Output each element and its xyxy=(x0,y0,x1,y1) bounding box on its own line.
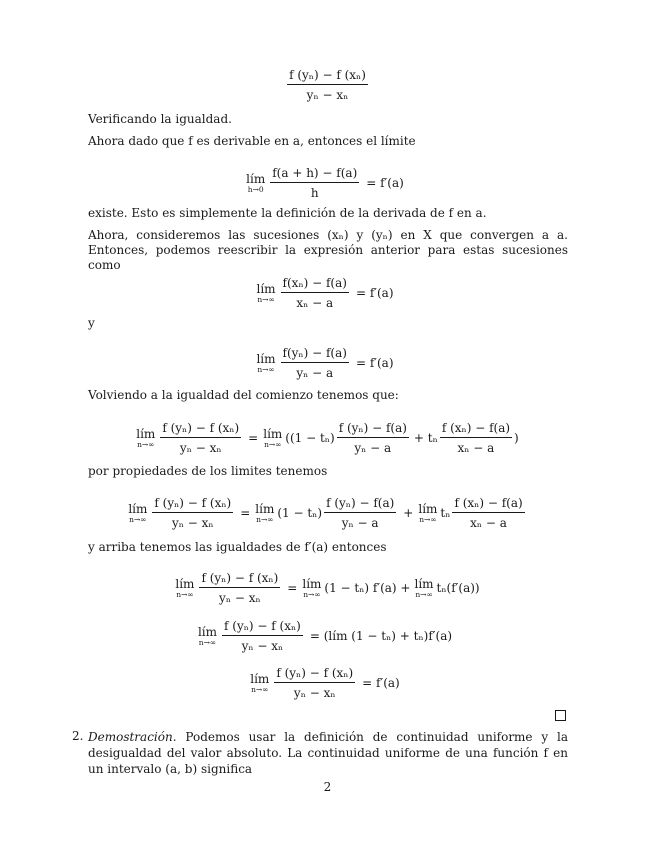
equation-derivative-definition: lím h→0 $\frac{f(a + h) - f(a)}{h}$ = f′(a) xyxy=(246,166,404,200)
paragraph-verificando: Verificando la igualdad. xyxy=(88,112,232,126)
equation-limit-y: lím n→∞ $\frac{\text{f(yₙ) − f(a)}}{\text{yₙ − a}}$ = f′(a) xyxy=(256,346,394,380)
equation-result: lím n→∞ $\frac{\text{f (yₙ) − f (xₙ)}}{\text{yₙ − xₙ}}$ = f′(a) xyxy=(250,666,400,700)
equation-limit-split: lím n→∞ $\frac{\text{f (yₙ) − f (xₙ)}}{\text{yₙ − xₙ}}$ = lím n→∞ (1 − tₙ) $\frac{\text{f (yₙ) − f(a)}}{\text{yₙ − a}}$ + lím n→∞ tₙ $\frac{\text{f (xₙ) − f(a)}}{\text{xₙ − a}}$ xyxy=(128,496,523,530)
equation-limit-x: lím n→∞ $\frac{\text{f(xₙ) − f(a)}}{\text{xₙ − a}}$ = f′(a) xyxy=(256,276,394,310)
fraction xyxy=(287,68,368,102)
item-label: Demostración. xyxy=(88,730,177,744)
equation-combined-limit: lím n→∞ $\frac{\text{f (yₙ) − f (xₙ)}}{\text{yₙ − xₙ}}$ = lím n→∞ ((1 − tₙ) $\frac{\text{f (yₙ) − f(a)}}{\text{yₙ − a}}$ + tₙ $\frac{\text{f (xₙ) − f(a)}}{\text{xₙ − a}}$ ) xyxy=(136,421,519,455)
paragraph-existe: existe. Esto es simplemente la definición de la derivada de f en a. xyxy=(88,206,487,220)
paragraph-propiedades: por propiedades de los limites tenemos xyxy=(88,464,328,478)
limit-operator: lím n→∞ xyxy=(256,351,276,374)
qed-square-icon xyxy=(555,710,566,721)
paragraph-y: y xyxy=(88,316,95,330)
item-body: Podemos usar la definición de continuidad uniforme y la desigualdad del valor absoluto. La continuidad uniforme de una función f en un intervalo (a, b) significa xyxy=(88,730,568,776)
paragraph-arriba: y arriba tenemos las igualdades de f′(a) entonces xyxy=(88,540,387,554)
paragraph-sucesiones: Ahora, consideremos las sucesiones (xₙ) y (yₙ) en X que convergen a a. Entonces, podemos reescribir la expresión anterior para estas sucesiones como xyxy=(88,228,568,272)
fraction: $\frac{\text{f(yₙ) − f(a)}}{\text{yₙ − a}}$ xyxy=(282,346,347,380)
fraction: $\frac{f(a + h) - f(a)}{h}$ xyxy=(272,166,358,200)
list-item-number: 2. xyxy=(72,729,84,743)
equation-factored: lím n→∞ $\frac{\text{f (yₙ) − f (xₙ)}}{\text{yₙ − xₙ}}$ = (lím (1 − tₙ) + tₙ)f′(a) xyxy=(197,619,453,653)
denominator: yₙ − xₙ xyxy=(306,88,349,102)
equation-substituted: lím n→∞ $\frac{\text{f (yₙ) − f (xₙ)}}{\text{yₙ − xₙ}}$ = lím n→∞ (1 − tₙ) f′(a) + lím n→∞ tₙ(f′(a)) xyxy=(175,571,480,605)
paragraph-ahora-dado: Ahora dado que f es derivable en a, entonces el límite xyxy=(88,134,416,148)
limit-operator: lím n→∞ xyxy=(256,281,276,304)
limit-operator: lím h→0 xyxy=(246,171,266,194)
equation-difference-quotient xyxy=(0,68,655,102)
page-number: 2 xyxy=(323,780,332,794)
list-item-text xyxy=(88,729,568,777)
fraction: $\frac{\text{f(xₙ) − f(a)}}{\text{xₙ − a}}$ xyxy=(282,276,347,310)
paragraph-volviendo: Volviendo a la igualdad del comienzo tenemos que: xyxy=(88,388,399,402)
numerator: f (yₙ) − f (xₙ) xyxy=(287,68,368,85)
